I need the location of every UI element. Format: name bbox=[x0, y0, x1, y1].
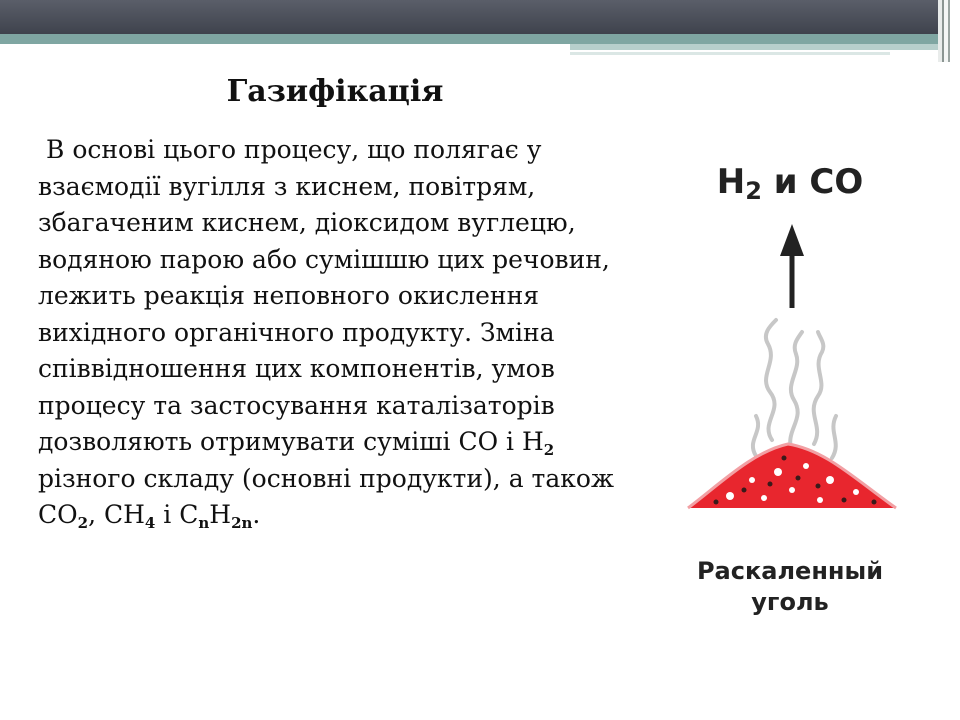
body-text-mid-2: , CH bbox=[88, 500, 145, 529]
slide-teal-band bbox=[0, 34, 960, 44]
subscript-co2: 2 bbox=[77, 514, 89, 532]
figure-bottom-label-line1: Раскаленный bbox=[696, 557, 884, 585]
figure-drawing bbox=[660, 140, 920, 620]
gasification-figure bbox=[660, 140, 920, 620]
body-text-mid-1: різного складу (основні продукти), а також CO bbox=[38, 463, 614, 529]
body-main-text: В основі цього процесу, що полягає у взаємодії вугілля з киснем, повітрям, збагаченим киснем, діоксидом вуглецю, водяною парою або сумішшю цих речовин, лежить реакція неповного окислення вихідного органічного продукту. Зміна співвідношення цих компонентів, умов процесу та застосування каталізаторів дозволяють отримувати суміші CO і H bbox=[38, 135, 610, 456]
slide-top-bar bbox=[0, 0, 960, 34]
arrow-up-icon bbox=[780, 224, 804, 308]
slide-title: Газифікація bbox=[226, 74, 444, 109]
subscript-h2: 2 bbox=[543, 441, 555, 459]
body-paragraph bbox=[38, 132, 648, 534]
subscript-ch4: 4 bbox=[144, 514, 156, 532]
smoke-icon bbox=[753, 320, 836, 458]
figure-top-label-rest: и CO bbox=[761, 162, 864, 202]
body-text-end: . bbox=[252, 500, 261, 529]
figure-bottom-label bbox=[660, 556, 920, 618]
figure-top-label bbox=[660, 162, 920, 205]
subscript-2n: 2n bbox=[231, 514, 253, 532]
body-text-mid-4: H bbox=[209, 500, 232, 529]
figure-top-label-h: H bbox=[716, 162, 746, 202]
slide-teal-stripe-thin bbox=[570, 52, 890, 55]
slide-teal-stripe bbox=[570, 44, 940, 50]
figure-top-label-sub: 2 bbox=[745, 177, 762, 205]
subscript-n: n bbox=[198, 514, 210, 532]
coal-heap-icon bbox=[688, 444, 896, 508]
slide-right-edge-decoration bbox=[938, 0, 960, 62]
figure-bottom-label-line2: уголь bbox=[751, 588, 829, 616]
body-text-mid-3: і C bbox=[155, 500, 199, 529]
